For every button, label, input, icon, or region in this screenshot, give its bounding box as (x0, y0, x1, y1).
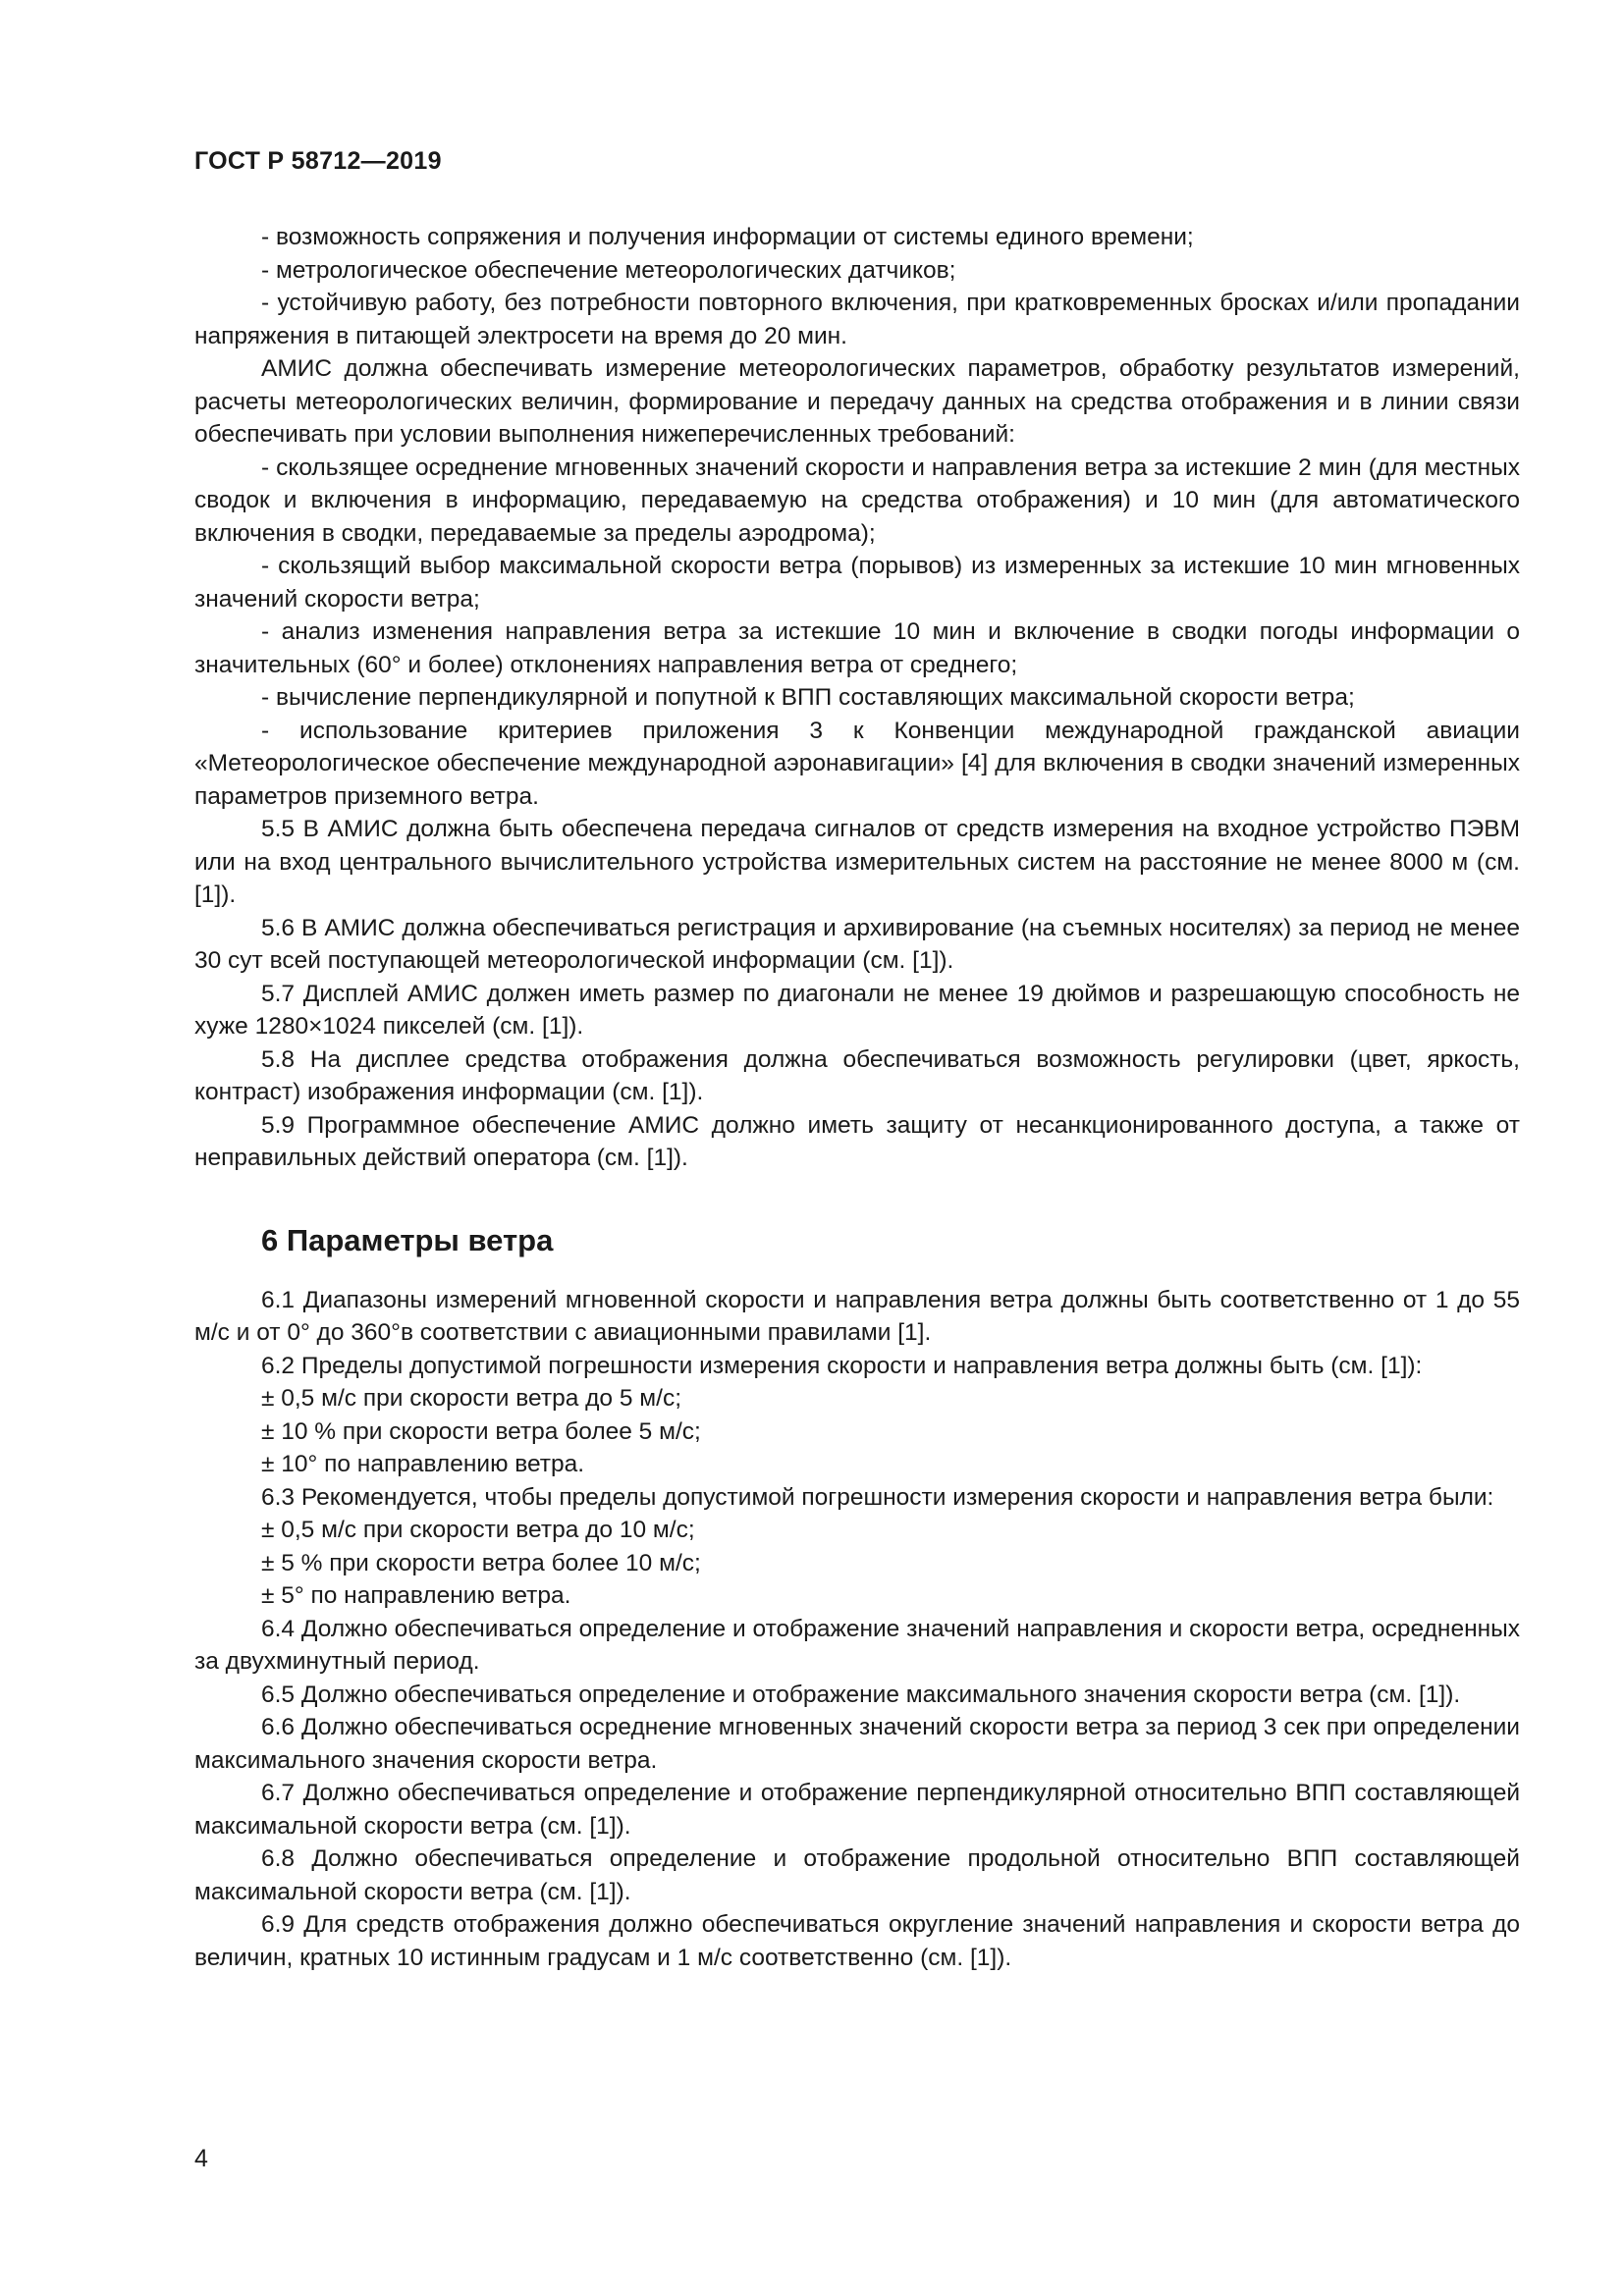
tolerance-item: ± 0,5 м/с при скорости ветра до 10 м/с; (261, 1517, 695, 1543)
clause-6-7: 6.7 Должно обеспечиваться определение и отображение перпендикулярной относительно ВПП составляющей максимальной скорости ветра (см. [1]). (194, 1780, 1520, 1840)
clause-6-1: 6.1 Диапазоны измерений мгновенной скорости и направления ветра должны быть соответственно от 1 до 55 м/с и от 0° до 360°в соответствии с авиационными правилами [1]. (194, 1286, 1520, 1346)
tolerance-item: ± 0,5 м/с при скорости ветра до 5 м/с; (261, 1385, 681, 1412)
list-item: - вычисление перпендикулярной и попутной к ВПП составляющих максимальной скорости ветра; (261, 684, 1355, 711)
clause-6-4: 6.4 Должно обеспечиваться определение и отображение значений направления и скорости ветра, осредненных за двухминутный период. (194, 1615, 1520, 1675)
page-number: 4 (194, 2145, 208, 2172)
document-header: ГОСТ Р 58712—2019 (194, 147, 442, 175)
clause-6-5: 6.5 Должно обеспечиваться определение и отображение максимального значения скорости ветра (см. [1]). (261, 1681, 1461, 1708)
section-heading: 6 Параметры ветра (261, 1222, 554, 1257)
list-item: - скользящий выбор максимальной скорости ветра (порывов) из измеренных за истекшие 10 мин мгновенных значений скорости ветра; (194, 553, 1520, 613)
clause-6-6: 6.6 Должно обеспечиваться осреднение мгновенных значений скорости ветра за период 3 сек при определении максимального значения скорости ветра. (194, 1714, 1520, 1774)
clause-5-6: 5.6 В АМИС должна обеспечиваться регистрация и архивирование (на съемных носителях) за период не менее 30 сут всей поступающей метеорологической информации (см. [1]). (194, 914, 1520, 974)
list-item: - скользящее осреднение мгновенных значений скорости и направления ветра за истекшие 2 мин (для местных сводок и включения в информацию, передаваемую на средства отображения) и 10 мин (для автоматического включения в сводки, передаваемые за пределы аэродрома); (194, 454, 1520, 547)
list-item: - использование критериев приложения 3 к Конвенции международной гражданской авиации «Метеорологическое обеспечение международной аэронавигации» [4] для включения в сводки значений измеренных параметров приземного ветра. (194, 717, 1520, 810)
tolerance-item: ± 5° по направлению ветра. (261, 1582, 571, 1609)
list-item: - метрологическое обеспечение метеорологических датчиков; (261, 256, 956, 284)
tolerance-item: ± 5 % при скорости ветра более 10 м/с; (261, 1549, 701, 1576)
tolerance-item: ± 10° по направлению ветра. (261, 1451, 585, 1477)
clause-6-9: 6.9 Для средств отображения должно обеспечиваться округление значений направления и скорости ветра до величин, кратных 10 истинным градусам и 1 м/с соответственно (см. [1]). (194, 1911, 1520, 1971)
clause-5-7: 5.7 Дисплей АМИС должен иметь размер по диагонали не менее 19 дюймов и разрешающую способность не хуже 1280×1024 пикселей (см. [1]). (194, 980, 1520, 1040)
clause-5-5: 5.5 В АМИС должна быть обеспечена передача сигналов от средств измерения на входное устройство ПЭВМ или на вход центрального вычислительного устройства измерительных систем на расстояние не менее 8000 м (см. [1]). (194, 816, 1520, 908)
paragraph: АМИС должна обеспечивать измерение метеорологических параметров, обработку результатов измерений, расчеты метеорологических величин, формирование и передачу данных на средства отображения и в линии связи обеспечивать при условии выполнения нижеперечисленных требований: (194, 355, 1520, 448)
clause-5-8: 5.8 На дисплее средства отображения должна обеспечиваться возможность регулировки (цвет, яркость, контраст) изображения информации (см. [1]). (194, 1045, 1520, 1105)
list-item: - устойчивую работу, без потребности повторного включения, при кратковременных бросках и/или пропадании напряжения в питающей электросети на время до 20 мин. (194, 290, 1520, 349)
list-item: - анализ изменения направления ветра за истекшие 10 мин и включение в сводки погоды информации о значительных (60° и более) отклонениях направления ветра от среднего; (194, 618, 1520, 678)
document-body (194, 221, 1520, 1974)
clause-6-8: 6.8 Должно обеспечиваться определение и отображение продольной относительно ВПП составляющей максимальной скорости ветра (см. [1]). (194, 1845, 1520, 1905)
clause-6-3: 6.3 Рекомендуется, чтобы пределы допустимой погрешности измерения скорости и направления ветра были: (261, 1483, 1494, 1511)
clause-6-2: 6.2 Пределы допустимой погрешности измерения скорости и направления ветра должны быть (см. [1]): (261, 1352, 1423, 1379)
tolerance-item: ± 10 % при скорости ветра более 5 м/с; (261, 1417, 701, 1445)
list-item: - возможность сопряжения и получения информации от системы единого времени; (261, 224, 1194, 250)
clause-5-9: 5.9 Программное обеспечение АМИС должно иметь защиту от несанкционированного доступа, а также от неправильных действий оператора (см. [1]). (194, 1111, 1520, 1171)
